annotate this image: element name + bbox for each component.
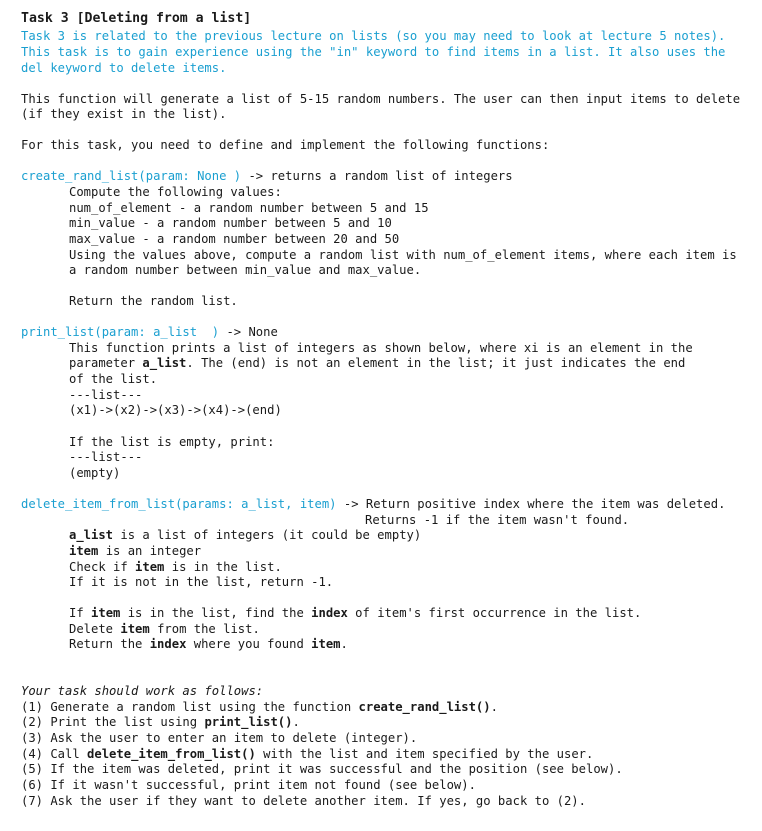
text: (4) Call — [21, 747, 88, 761]
intro-line-3: del keyword to delete items. — [21, 61, 227, 75]
steps-heading: Your task should work as follows: — [21, 684, 264, 698]
text: where you found — [186, 637, 312, 651]
delete-item-line — [69, 637, 348, 652]
function-name: delete_item_from_list() — [87, 747, 256, 761]
param-name: item — [120, 622, 150, 636]
text: . — [292, 715, 300, 729]
intro-line-2: This task is to gain experience using the "in" keyword to find items in a list. It also uses the — [21, 45, 726, 59]
text: is in the list. — [164, 560, 282, 574]
create-rand-list-return: -> returns a random list of integers — [241, 169, 513, 183]
keyword: index — [311, 606, 348, 620]
text: is a list of integers (it could be empty) — [113, 528, 422, 542]
create-rand-list-line: Using the values above, compute a random list with num_of_element items, where each item is — [69, 248, 737, 262]
step-7: (7) Ask the user if they want to delete another item. If yes, go back to (2). — [21, 794, 586, 808]
param-name: item — [91, 606, 121, 620]
delete-item-line — [69, 622, 260, 637]
text: . — [490, 700, 498, 714]
text: is an integer — [98, 544, 202, 558]
print-list-line: This function prints a list of integers as shown below, where xi is an element in the — [69, 341, 693, 355]
step-3: (3) Ask the user to enter an item to delete (integer). — [21, 731, 418, 745]
delete-item-return-2: Returns -1 if the item wasn't found. — [365, 513, 630, 527]
delete-item-sig: delete_item_from_list(params: a_list, item) — [21, 497, 337, 511]
for-task-line: For this task, you need to define and implement the following functions: — [21, 138, 550, 152]
create-rand-list-line: Compute the following values: — [69, 185, 282, 199]
step-4 — [21, 747, 593, 762]
delete-item-line: If it is not in the list, return -1. — [69, 575, 334, 589]
delete-item-line — [69, 544, 201, 559]
print-list-line: (x1)->(x2)->(x3)->(x4)->(end) — [69, 403, 282, 417]
step-2 — [21, 715, 300, 730]
print-list-line: ---list--- — [69, 450, 143, 464]
step-1 — [21, 700, 498, 715]
text: with the list and item specified by the user. — [255, 747, 594, 761]
text: Check if — [69, 560, 136, 574]
create-rand-list-return-line: Return the random list. — [69, 294, 238, 308]
create-rand-list-signature — [21, 169, 513, 184]
text: . The (end) is not an element in the list; it just indicates the end — [186, 356, 686, 370]
create-rand-list-line: max_value - a random number between 20 and 50 — [69, 232, 400, 246]
task-title: Task 3 [Deleting from a list] — [21, 11, 252, 26]
print-list-return: -> None — [219, 325, 278, 339]
param-name: item — [135, 560, 165, 574]
text: (1) Generate a random list using the function — [21, 700, 359, 714]
text: parameter — [69, 356, 143, 370]
param-name: item — [311, 637, 341, 651]
print-list-line — [69, 356, 685, 371]
create-rand-list-line: num_of_element - a random number between 5 and 15 — [69, 201, 429, 215]
text: from the list. — [149, 622, 260, 636]
delete-item-line — [69, 606, 641, 621]
print-list-signature — [21, 325, 278, 340]
text: of item's first occurrence in the list. — [347, 606, 642, 620]
print-list-sig: print_list(param: a_list ) — [21, 325, 220, 339]
step-6: (6) If it wasn't successful, print item not found (see below). — [21, 778, 476, 792]
create-rand-list-sig: create_rand_list(param: None ) — [21, 169, 242, 183]
function-name: create_rand_list() — [358, 700, 491, 714]
text: If — [69, 606, 92, 620]
intro-line-1: Task 3 is related to the previous lecture on lists (so you may need to look at lecture 5 notes). — [21, 29, 726, 43]
print-list-line: ---list--- — [69, 388, 143, 402]
create-rand-list-line: min_value - a random number between 5 and 10 — [69, 216, 392, 230]
text: . — [340, 637, 348, 651]
text: is in the list, find the — [120, 606, 312, 620]
param-name: item — [69, 544, 99, 558]
text: (2) Print the list using — [21, 715, 205, 729]
delete-item-signature — [21, 497, 725, 512]
param-name: a_list — [142, 356, 187, 370]
step-5: (5) If the item was deleted, print it was successful and the position (see below). — [21, 762, 623, 776]
delete-item-line — [69, 560, 282, 575]
description-line-2: (if they exist in the list). — [21, 107, 227, 121]
delete-item-line — [69, 528, 421, 543]
text: Return the — [69, 637, 150, 651]
delete-item-return: -> Return positive index where the item was deleted. — [336, 497, 726, 511]
param-name: a_list — [69, 528, 114, 542]
keyword: index — [149, 637, 187, 651]
description-line-1: This function will generate a list of 5-15 random numbers. The user can then input items to delete — [21, 92, 741, 106]
print-list-line: of the list. — [69, 372, 158, 386]
function-name: print_list() — [204, 715, 293, 729]
print-list-line: If the list is empty, print: — [69, 435, 275, 449]
create-rand-list-line: a random number between min_value and max_value. — [69, 263, 422, 277]
text: Delete — [69, 622, 121, 636]
print-list-line: (empty) — [69, 466, 121, 480]
